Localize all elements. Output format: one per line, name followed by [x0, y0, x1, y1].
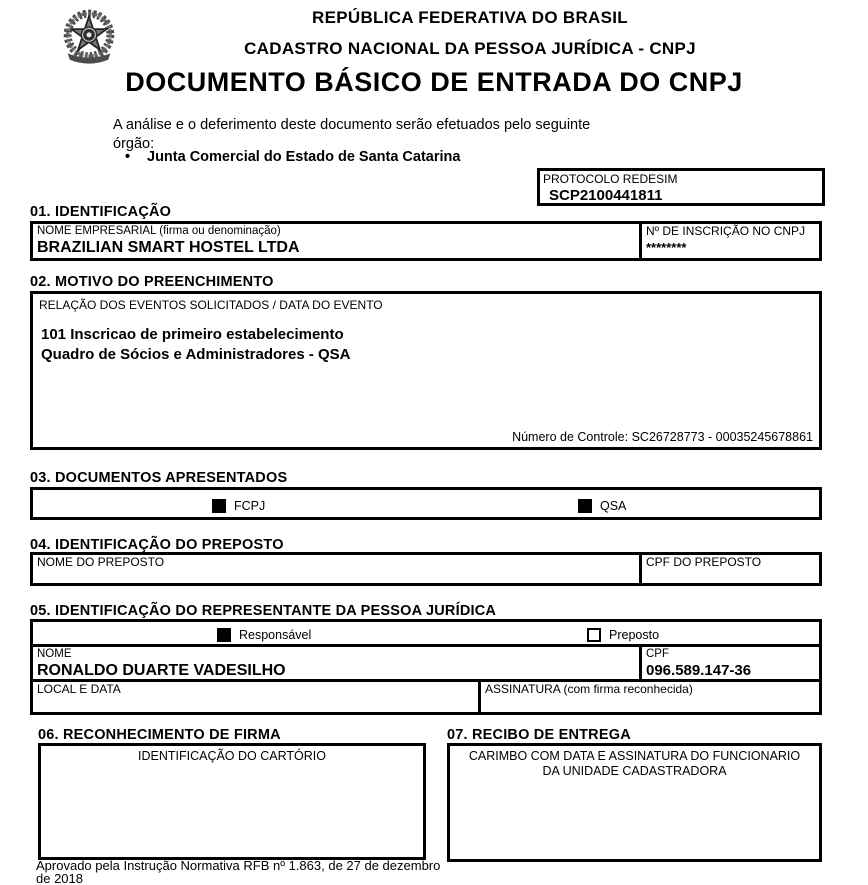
header-line-1: REPÚBLICA FEDERATIVA DO BRASIL [312, 8, 628, 27]
section-01-title: 01. IDENTIFICAÇÃO [30, 204, 172, 220]
events-label: RELAÇÃO DOS EVENTOS SOLICITADOS / DATA DO EVENTO [39, 298, 383, 312]
representative-name-value: RONALDO DUARTE VADESILHO [37, 662, 286, 679]
intro-line-2: órgão: [113, 136, 155, 152]
intro-line-1: A análise e o deferimento deste documento serão efetuados pelo seguinte [113, 117, 591, 133]
preposto-option-label: Preposto [609, 627, 660, 642]
section-01-box [30, 221, 822, 261]
section-03-title: 03. DOCUMENTOS APRESENTADOS [30, 470, 288, 486]
event-line-1: 101 Inscricao de primeiro estabelecimento [41, 326, 344, 343]
representative-type-row [33, 622, 819, 647]
representative-cpf-value: 096.589.147-36 [646, 662, 752, 679]
organ-bullet-item [125, 149, 460, 165]
qsa-checkbox-item [578, 497, 626, 515]
cartorio-label: IDENTIFICAÇÃO DO CARTÓRIO [138, 749, 326, 763]
section-07-box [447, 743, 822, 862]
place-signature-row [33, 682, 819, 712]
company-name-field [33, 224, 639, 258]
control-number-label: Número de Controle: [512, 430, 629, 444]
cnpj-number-value: ******** [646, 240, 687, 255]
fcpj-label: FCPJ [234, 498, 266, 513]
cnpj-number-label: Nº DE INSCRIÇÃO NO CNPJ [646, 224, 806, 238]
section-06-box [38, 743, 426, 860]
section-07-title: 07. RECIBO DE ENTREGA [447, 727, 631, 743]
protocol-label: PROTOCOLO REDESIM [543, 172, 678, 186]
control-number-value: SC26728773 - 00035245678861 [631, 430, 813, 444]
preposto-checkbox [587, 628, 601, 642]
event-line-2: Quadro de Sócios e Administradores - QSA [41, 346, 351, 363]
place-date-label: LOCAL E DATA [37, 682, 121, 696]
header-line-2: CADASTRO NACIONAL DA PESSOA JURÍDICA - CNPJ [244, 39, 696, 58]
approval-note [36, 860, 440, 885]
preposto-name-label: NOME DO PREPOSTO [37, 555, 165, 569]
representative-name-row [33, 647, 819, 682]
representative-name-field [33, 647, 639, 679]
representative-cpf-label: CPF [646, 648, 669, 660]
cnpj-number-field [639, 224, 819, 258]
company-name-value: BRAZILIAN SMART HOSTEL LTDA [37, 239, 300, 256]
fcpj-checkbox-item [212, 497, 265, 515]
section-05-box [30, 619, 822, 715]
approval-note-line-1: Aprovado pela Instrução Normativa RFB nº 1.863, de 27 de dezembro [36, 858, 441, 873]
section-05-title: 05. IDENTIFICAÇÃO DO REPRESENTANTE DA PESSOA JURÍDICA [30, 603, 497, 619]
signature-label: ASSINATURA (com firma reconhecida) [485, 682, 693, 696]
section-02-box [30, 291, 822, 450]
preposto-cpf-field [639, 555, 819, 583]
approval-note-line-2: de 2018 [36, 871, 83, 885]
carimbo-label: CARIMBO COM DATA E ASSINATURA DO FUNCIONARIO DA UNIDADE CADASTRADORA [468, 749, 801, 778]
organ-name: Junta Comercial do Estado de Santa Catarina [147, 149, 461, 165]
section-04-box [30, 552, 822, 586]
responsavel-checkbox [217, 628, 231, 642]
qsa-checkbox [578, 499, 592, 513]
preposto-checkbox-item [587, 626, 659, 644]
company-name-label: NOME EMPRESARIAL (firma ou denominação) [37, 225, 281, 237]
section-02-title: 02. MOTIVO DO PREENCHIMENTO [30, 274, 274, 290]
place-date-field [33, 682, 478, 712]
representative-name-label: NOME [37, 648, 72, 660]
representative-cpf-field [639, 647, 819, 679]
preposto-name-field [33, 555, 639, 583]
section-06-title: 06. RECONHECIMENTO DE FIRMA [38, 727, 281, 743]
page-title: DOCUMENTO BÁSICO DE ENTRADA DO CNPJ [125, 67, 743, 97]
protocol-value: SCP2100441811 [549, 187, 663, 204]
protocol-box [537, 168, 825, 206]
control-number [512, 430, 813, 444]
signature-field [478, 682, 819, 712]
qsa-label: QSA [600, 498, 627, 513]
fcpj-checkbox [212, 499, 226, 513]
section-03-box [30, 487, 822, 520]
preposto-cpf-label: CPF DO PREPOSTO [646, 555, 762, 569]
responsavel-checkbox-item [217, 626, 311, 644]
section-04-title: 04. IDENTIFICAÇÃO DO PREPOSTO [30, 537, 284, 553]
responsavel-label: Responsável [239, 627, 312, 642]
bullet-marker: • [125, 149, 131, 165]
